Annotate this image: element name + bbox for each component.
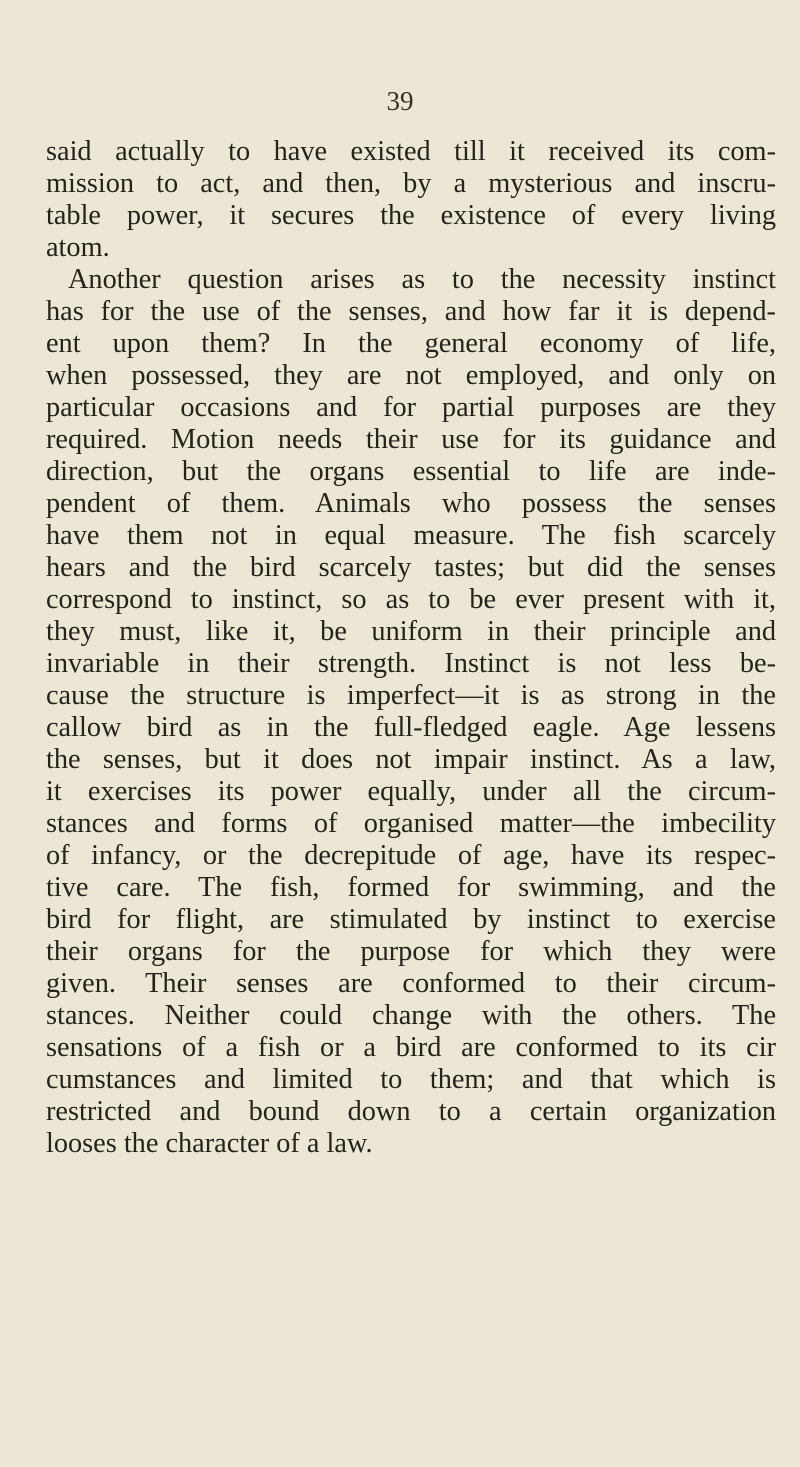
text-line: pendent of them. Animals who possess the senses — [46, 488, 776, 519]
text-line: given. Their senses are conformed to their circum- — [46, 968, 776, 999]
text-line: stances. Neither could change with the others. The — [46, 1000, 776, 1031]
text-line: said actually to have existed till it received its com- — [46, 136, 776, 167]
text-line: when possessed, they are not employed, and only on — [46, 360, 776, 391]
text-line: cumstances and limited to them; and that which is — [46, 1064, 776, 1095]
text-line: of infancy, or the decrepitude of age, have its respec- — [46, 840, 776, 871]
text-line: direction, but the organs essential to life are inde- — [46, 456, 776, 487]
text-line: it exercises its power equally, under all the circum- — [46, 776, 776, 807]
text-line: bird for flight, are stimulated by instinct to exercise — [46, 904, 776, 935]
text-line: have them not in equal measure. The fish scarcely — [46, 520, 776, 551]
text-line: restricted and bound down to a certain organization — [46, 1096, 776, 1127]
text-line: their organs for the purpose for which they were — [46, 936, 776, 967]
text-line: sensations of a fish or a bird are conformed to its cir — [46, 1032, 776, 1063]
text-line: has for the use of the senses, and how far it is depend- — [46, 296, 776, 327]
text-line: hears and the bird scarcely tastes; but did the senses — [46, 552, 776, 583]
text-line: invariable in their strength. Instinct is not less be- — [46, 648, 776, 679]
text-line: table power, it secures the existence of every living — [46, 200, 776, 231]
text-line: particular occasions and for partial purposes are they — [46, 392, 776, 423]
text-line: required. Motion needs their use for its guidance and — [46, 424, 776, 455]
text-line: Another question arises as to the necessity instinct — [68, 264, 776, 295]
page-number: 39 — [386, 86, 414, 116]
text-line: ent upon them? In the general economy of life, — [46, 328, 776, 359]
text-line: they must, like it, be uniform in their principle and — [46, 616, 776, 647]
body-text — [46, 136, 776, 1160]
text-line: mission to act, and then, by a mysterious and inscru- — [46, 168, 776, 199]
text-line: correspond to instinct, so as to be ever present with it, — [46, 584, 776, 615]
text-line: callow bird as in the full-fledged eagle. Age lessens — [46, 712, 776, 743]
text-line: atom. — [46, 232, 110, 263]
text-line: stances and forms of organised matter—the imbecility — [46, 808, 776, 839]
text-line: tive care. The fish, formed for swimming, and the — [46, 872, 776, 903]
text-line: cause the structure is imperfect—it is as strong in the — [46, 680, 776, 711]
text-line: the senses, but it does not impair instinct. As a law, — [46, 744, 776, 775]
text-line: looses the character of a law. — [46, 1128, 373, 1159]
